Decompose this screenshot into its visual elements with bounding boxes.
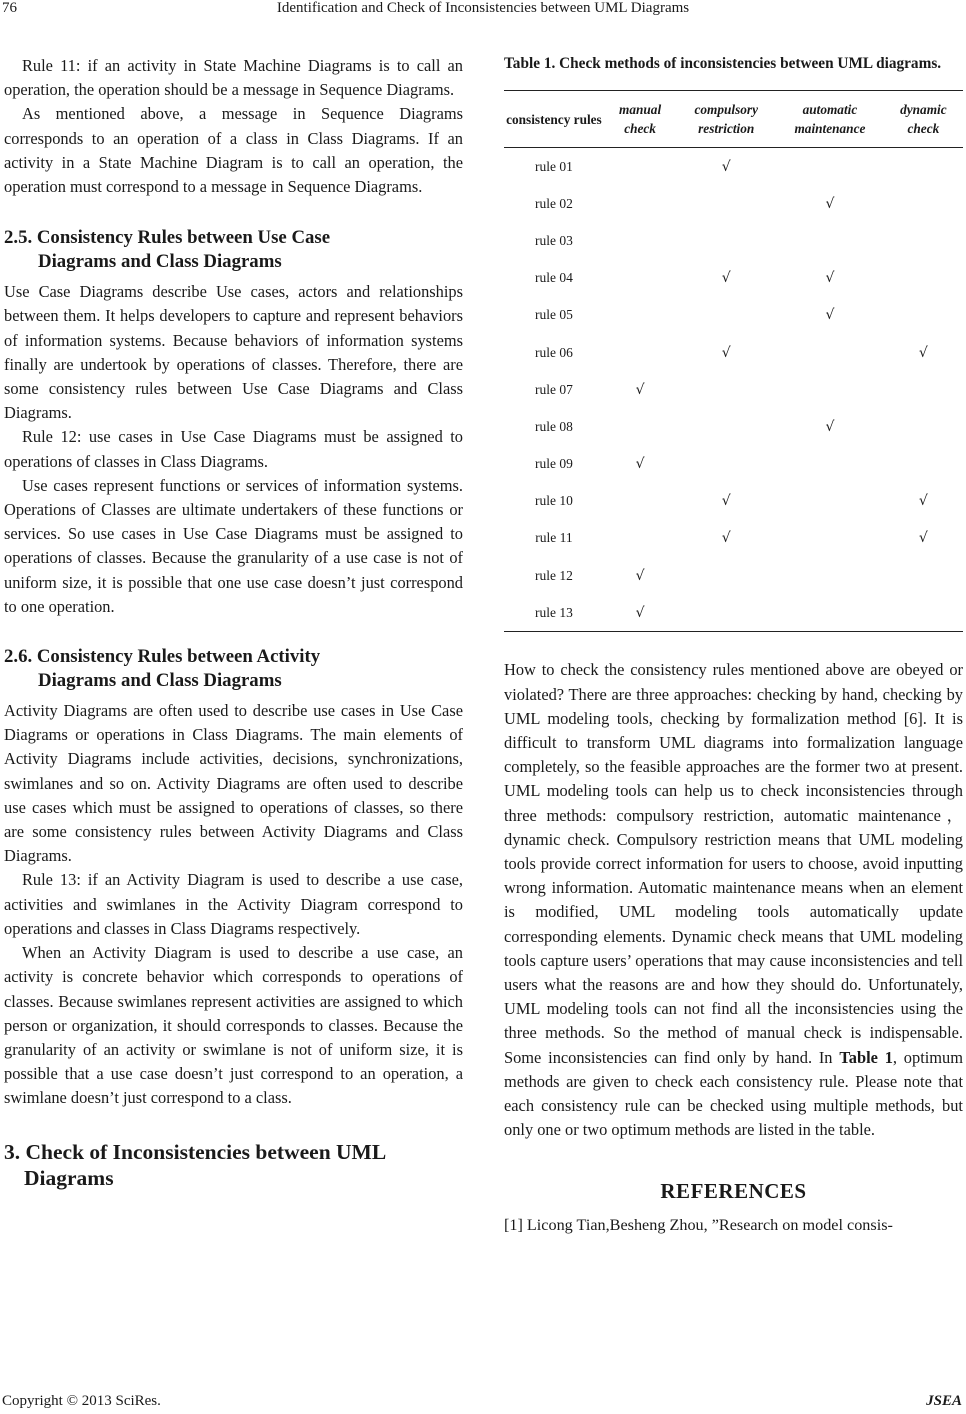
check-mark: √: [635, 381, 645, 398]
table-row: [504, 334, 963, 371]
table-body: [504, 148, 963, 632]
manual-cell: [604, 483, 677, 520]
table-row: [504, 557, 963, 594]
compulsory-cell: [676, 297, 776, 334]
paragraph-activity-intro: Activity Diagrams are often used to describe use cases in Use Case Diagrams or operations in Class Diagrams. The main elements of Activity Diagrams include activities, decisions, synchronizations, swimlanes and so on. Activity Diagrams are often used to describe use cases which must be assigned to operations of classes, so there are some consistency rules between Activity Diagrams and Class Diagrams.: [4, 701, 463, 866]
table-row: [504, 520, 963, 557]
paragraph-rule-11: Rule 11: if an activity in State Machine Diagrams is to call an operation, the operation should be a message in Sequence Diagrams.: [4, 56, 463, 100]
right-column: [504, 54, 963, 1236]
paragraph-check-methods-text: How to check the consistency rules mentioned above are obeyed or violated? There are three approaches: checking by hand, checking by UML modeling tools, checking by formalization method [6]. It is difficult to transform UML diagrams into formalization language completely, so the feasible approaches are the former two at present. UML modeling tools can help us to check inconsistencies through three methods: compulsory restriction, automatic maintenance，dynamic check. Compulsory restriction means that UML modeling tools provide correct information for users to choose, avoid inputting wrong information. Automatic maintenance means when an element is modified, UML modeling tools automatically update corresponding elements. Dynamic check means that UML modeling tools capture users’ operations that may cause inconsistencies and tell users what the reasons are and how they should do. Unfortunately, UML modeling tools can not find all the inconsistencies using the three methods. So the method of manual check is indispensable. Some inconsistencies can find only by hand. In: [504, 660, 963, 1067]
table-row: [504, 483, 963, 520]
rule-label-cell: rule 13: [504, 594, 604, 632]
automatic-cell: [776, 297, 884, 334]
manual-cell: [604, 334, 677, 371]
references-heading: REFERENCES: [660, 1178, 807, 1203]
check-mark: √: [825, 418, 835, 435]
check-mark: √: [721, 270, 731, 287]
rule-label-cell: rule 11: [535, 530, 573, 546]
reference-1: [1] Licong Tian,Besheng Zhou, ”Research on model consis-: [504, 1215, 893, 1234]
check-mark: √: [721, 158, 731, 175]
section-heading-2-5-line1: 2.5. Consistency Rules between Use Case: [4, 227, 331, 249]
paragraph-rule-13: Rule 13: if an Activity Diagram is used to describe a use case, activities and swimlanes in the Activity Diagram correspond to operations and classes in Class Diagrams respectively.: [4, 870, 463, 938]
section-heading-3-line1: 3. Check of Inconsistencies between UML: [4, 1139, 387, 1164]
compulsory-cell: [676, 557, 776, 594]
paragraph-message-correspondence: As mentioned above, a message in Sequence Diagrams corresponds to an operation of a class in Class Diagrams. If an activity in a State Machine Diagram is to call an operation, the operation must correspond to a message in Sequence Diagrams.: [4, 104, 463, 197]
compulsory-cell: [676, 148, 776, 186]
section-heading-2-5: [4, 226, 463, 273]
rule-label-cell: rule 07: [534, 381, 573, 397]
paragraph-use-case-intro: Use Case Diagrams describe Use cases, actors and relationships between them. It helps developers to capture and represent behaviors of information systems. Because behaviors of information systems finally are undertook by operations of classes. Therefore, there are some consistency rules between Use Case Diagrams and Class Diagrams.: [4, 282, 463, 423]
consistency-check-table: [504, 90, 963, 632]
automatic-cell: [776, 334, 884, 371]
left-column: [4, 54, 463, 1191]
automatic-cell: [776, 148, 884, 186]
dynamic-cell: [884, 371, 963, 408]
dynamic-cell: [884, 297, 963, 334]
manual-cell: [604, 260, 677, 297]
journal-abbreviation: JSEA: [926, 1393, 962, 1409]
table-row: [504, 185, 963, 222]
compulsory-cell: [676, 334, 776, 371]
table-row: [504, 408, 963, 445]
check-mark: √: [635, 604, 645, 621]
compulsory-cell: [676, 483, 776, 520]
table-header-row: [504, 91, 963, 148]
copyright-notice: Copyright © 2013 SciRes.: [2, 1393, 161, 1409]
compulsory-cell: [676, 446, 776, 483]
check-mark: √: [825, 270, 835, 287]
section-heading-3-line2: Diagrams: [24, 1165, 114, 1190]
automatic-cell: [776, 446, 884, 483]
compulsory-cell: [676, 222, 776, 259]
table-1-reference: Table 1: [839, 1047, 893, 1067]
rule-label-cell: rule 05: [534, 307, 573, 323]
check-mark: √: [918, 344, 928, 361]
manual-cell: [604, 222, 677, 259]
dynamic-cell: [884, 185, 963, 222]
check-mark: √: [918, 493, 928, 510]
paragraph-rule-12: Rule 12: use cases in Use Case Diagrams must be assigned to operations of classes in Class Diagrams.: [4, 427, 463, 471]
column-header-compulsory-restriction: compulsory restriction: [694, 102, 758, 136]
rule-label-cell: rule 10: [534, 493, 573, 509]
table-row: [504, 446, 963, 483]
section-heading-2-6-line1: 2.6. Consistency Rules between Activity: [4, 646, 321, 668]
section-heading-2-6-line2: Diagrams and Class Diagrams: [38, 669, 282, 691]
automatic-cell: [776, 260, 884, 297]
manual-cell: [604, 520, 677, 557]
dynamic-cell: [884, 594, 963, 632]
automatic-cell: [776, 594, 884, 632]
column-header-automatic-maintenance: automatic maintenance: [794, 102, 866, 136]
dynamic-cell: [884, 520, 963, 557]
rule-label-cell: rule 01: [534, 158, 573, 174]
compulsory-cell: [676, 520, 776, 557]
dynamic-cell: [884, 446, 963, 483]
compulsory-cell: [676, 371, 776, 408]
dynamic-cell: [884, 260, 963, 297]
paragraph-check-methods-tail: , optimum methods are given to check each consistency rule. Please note that each consistency rule can be checked using multiple methods, but only one or two optimum methods are listed in the table.: [504, 1047, 964, 1140]
manual-cell: [604, 185, 677, 222]
table-row: [504, 594, 963, 632]
section-heading-2-5-line2: Diagrams and Class Diagrams: [38, 250, 282, 272]
running-title: Identification and Check of Inconsistencies between UML Diagrams: [276, 0, 690, 16]
column-header-manual-check: manual check: [619, 102, 662, 136]
manual-cell: [604, 408, 677, 445]
table-row: [504, 222, 963, 259]
rule-label-cell: rule 03: [534, 232, 573, 248]
paragraph-use-case-operations: Use cases represent functions or services of information systems. Operations of Classes are ultimate undertakers of these functions or services. So use cases in Use Case Diagrams must be assigned to operations of classes. Because the granularity of a use case is not of uniform size, it is possible that one use case doesn’t just correspond to one operation.: [4, 475, 463, 616]
check-mark: √: [635, 456, 645, 473]
rule-label-cell: rule 04: [534, 270, 573, 286]
table-caption: Table 1. Check methods of inconsistencies between UML diagrams.: [504, 55, 942, 72]
paragraph-check-methods: [504, 658, 963, 1142]
running-header: [0, 0, 966, 22]
table-row: [504, 148, 963, 186]
check-mark: √: [721, 493, 731, 510]
manual-cell: [604, 371, 677, 408]
column-header-dynamic-check: dynamic check: [900, 102, 947, 136]
compulsory-cell: [676, 260, 776, 297]
automatic-cell: [776, 185, 884, 222]
check-mark: √: [825, 307, 835, 324]
automatic-cell: [776, 557, 884, 594]
check-mark: √: [721, 530, 731, 547]
dynamic-cell: [884, 148, 963, 186]
dynamic-cell: [884, 408, 963, 445]
table-row: [504, 260, 963, 297]
automatic-cell: [776, 520, 884, 557]
manual-cell: [604, 594, 677, 632]
automatic-cell: [776, 371, 884, 408]
dynamic-cell: [884, 483, 963, 520]
paragraph-activity-explanation: When an Activity Diagram is used to describe a use case, an activity is concrete behavior which corresponds to operations of classes. Because swimlanes represent activities are assigned to which person or organization, it should corresponds to classes. Because the granularity of an activity or swimlane is not of uniform size, it is possible that a use case doesn’t just correspond to an operation, a swimlane doesn’t just correspond to a class.: [4, 943, 463, 1108]
compulsory-cell: [676, 185, 776, 222]
manual-cell: [604, 446, 677, 483]
section-heading-2-6: [4, 645, 463, 692]
rule-label-cell: rule 02: [534, 195, 573, 211]
page-number: 76: [2, 0, 17, 16]
check-mark: √: [825, 195, 835, 212]
check-mark: √: [635, 567, 645, 584]
manual-cell: [604, 148, 677, 186]
table-row: [504, 371, 963, 408]
automatic-cell: [776, 408, 884, 445]
rule-label-cell: rule 09: [534, 456, 573, 472]
manual-cell: [604, 297, 677, 334]
section-heading-3: [4, 1139, 463, 1191]
automatic-cell: [776, 483, 884, 520]
dynamic-cell: [884, 222, 963, 259]
rule-label-cell: rule 12: [534, 567, 573, 583]
compulsory-cell: [676, 594, 776, 632]
compulsory-cell: [676, 408, 776, 445]
rule-label-cell: rule 08: [534, 418, 573, 434]
check-mark: √: [918, 530, 928, 547]
automatic-cell: [776, 222, 884, 259]
check-mark: √: [721, 344, 731, 361]
column-header-consistency-rules: consistency rules: [506, 111, 602, 127]
rule-label-cell: rule 06: [534, 344, 573, 360]
dynamic-cell: [884, 557, 963, 594]
manual-cell: [604, 557, 677, 594]
table-row: [504, 297, 963, 334]
dynamic-cell: [884, 334, 963, 371]
